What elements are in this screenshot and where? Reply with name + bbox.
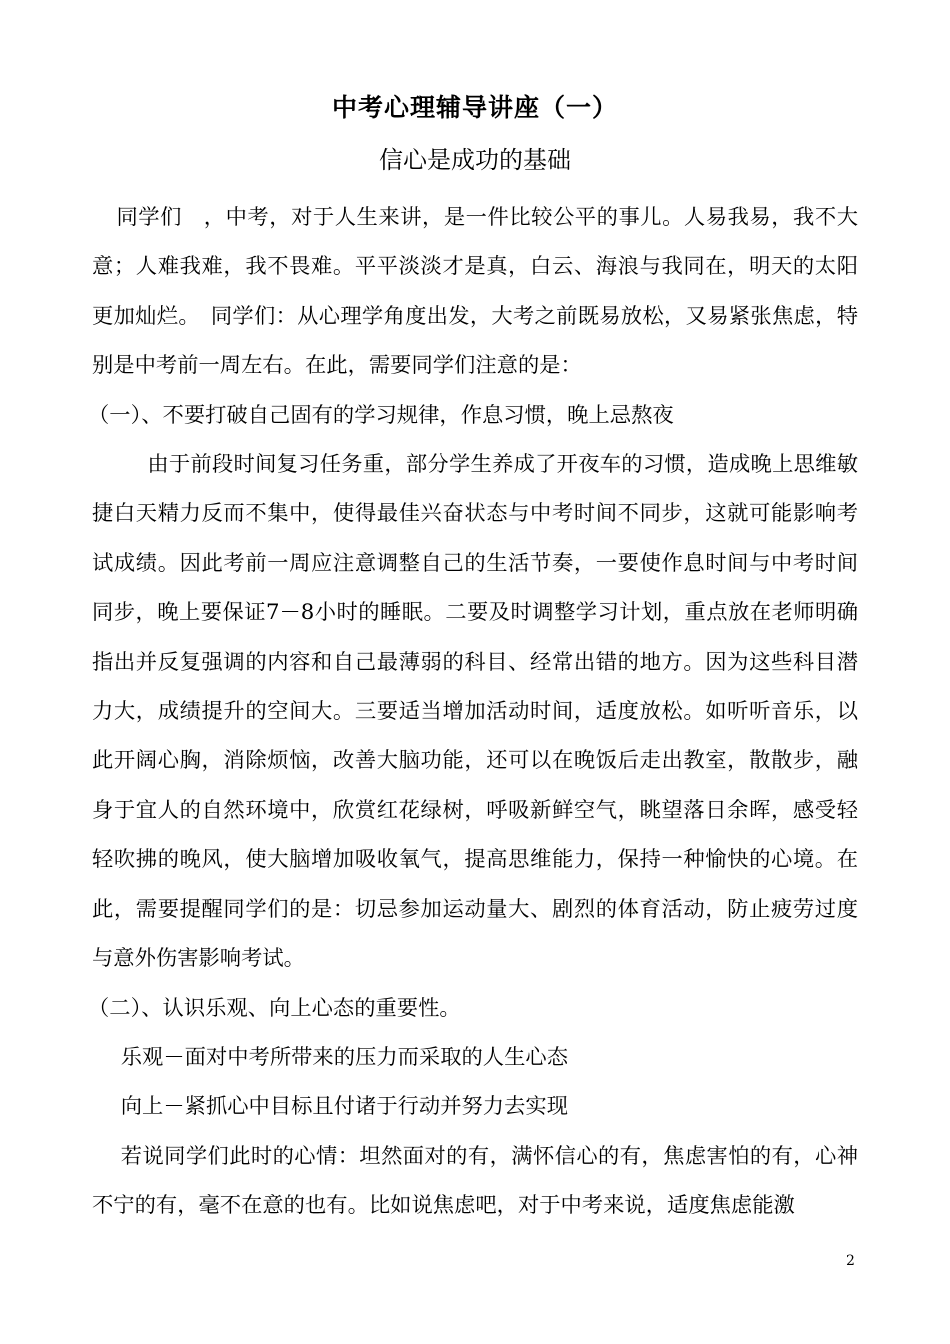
paragraph-mood: 若说同学们此时的心情：坦然面对的有，满怀信心的有，焦虑害怕的有，心神不宁的有，毫不在意的也有。比如说焦虑吧，对于中考来说，适度焦虑能激 (92, 1143, 858, 1219)
section-heading-2: （二）、认识乐观、向上心态的重要性。 (88, 995, 461, 1021)
paragraph-section-1: 由于前段时间复习任务重，部分学生养成了开夜车的习惯，造成晚上思维敏捷白天精力反而不集中，使得最佳兴奋状态与中考时间不同步，这就可能影响考试成绩。因此考前一周应注意调整自己的生活节奏，一要使作息时间与中考时间同步，晚上要保证7－8小时的睡眠。二要及时调整学习计划，重点放在老师明确指出并反复强调的内容和自己最薄弱的科目、经常出错的地方。因为这些科目潜力大，成绩提升的空间大。三要适当增加活动时间，适度放松。如听听音乐，以此开阔心胸，消除烦恼，改善大脑功能，还可以在晚饭后走出教室，散散步，融身于宜人的自然环境中，欣赏红花绿树，呼吸新鲜空气，眺望落日余晖，感受轻轻吹拂的晚风，使大脑增加吸收氧气，提高思维能力，保持一种愉快的心境。在此，需要提醒同学们的是：切忌参加运动量大、剧烈的体育活动，防止疲劳过度与意外伤害影响考试。 (92, 452, 858, 972)
section-heading-1: （一）、不要打破自己固有的学习规律，作息习惯，晚上忌熬夜 (88, 402, 674, 428)
page-number: 2 (846, 1253, 855, 1269)
paragraph-intro: 同学们 ，中考，对于人生来讲，是一件比较公平的事儿。人易我易，我不大意；人难我难，我不畏难。平平淡淡才是真，白云、海浪与我同在，明天的太阳更加灿烂。 同学们：从心理学角度出发，大考之前既易放松，又易紧张焦虑，特别是中考前一周左右。在此，需要同学们注意的是： (92, 205, 858, 379)
paragraph-upward: 向上－紧抓心中目标且付诸于行动并努力去实现 (120, 1094, 568, 1120)
document-subtitle: 信心是成功的基础 (379, 146, 571, 174)
paragraph-optimism: 乐观－面对中考所带来的压力而采取的人生心态 (120, 1044, 568, 1070)
document-title: 中考心理辅导讲座（一） (331, 93, 618, 122)
document-body (88, 193, 858, 1231)
